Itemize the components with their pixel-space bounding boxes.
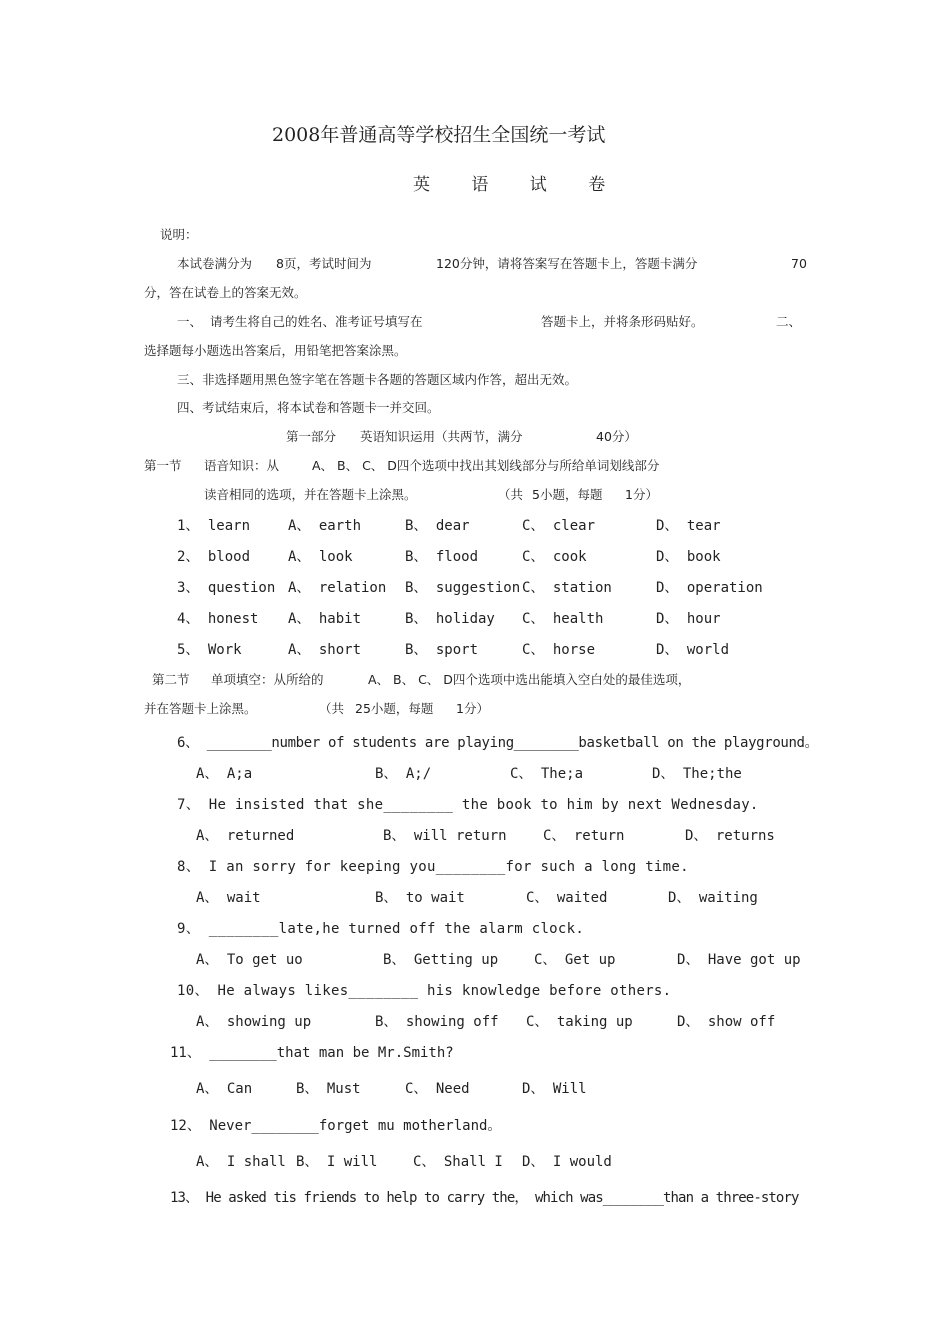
option-d: D、 book — [656, 549, 721, 565]
option-c: C、 return — [543, 828, 625, 844]
option-c: C、 Need — [405, 1081, 470, 1097]
note-line: 四、考试结束后，将本试卷和答题卡一并交回。 — [177, 400, 440, 415]
note-line: 一、 请考生将自己的姓名、准考证号填写在 — [177, 314, 423, 329]
option-a: A、 wait — [196, 890, 261, 906]
option-b: B、 showing off — [375, 1014, 499, 1030]
note-line: 1分） — [456, 701, 489, 716]
note-line: 8页，考试时间为 — [276, 256, 372, 271]
note-line: （共 — [498, 487, 524, 502]
note-line: A、 B、 C、 D四个选项中选出能填入空白处的最佳选项， — [368, 672, 691, 687]
exam-title: 2008年普通高等学校招生全国统一考试 — [272, 124, 606, 146]
option-c: C、 horse — [522, 642, 596, 658]
phonetic-word: 3、 question — [177, 580, 276, 596]
note-line: 单项填空：从所给的 — [211, 672, 324, 687]
note-line: 第一部分 — [286, 429, 337, 444]
option-a: A、 habit — [288, 611, 362, 627]
note-line: 120分钟，请将答案写在答题卡上，答题卡满分 — [436, 256, 698, 271]
note-line: A、 B、 C、 D四个选项中找出其划线部分与所给单词划线部分 — [312, 458, 660, 473]
note-line: 分，答在试卷上的答案无效。 — [144, 285, 307, 300]
phonetic-word: 5、 Work — [177, 642, 242, 658]
option-d: D、 Have got up — [677, 952, 801, 968]
option-c: C、 station — [522, 580, 612, 596]
option-b: B、 suggestion — [405, 580, 521, 596]
question-stem: 12、 Never________forget mu motherland。 — [170, 1118, 502, 1134]
note-line: 5小题，每题 — [532, 487, 603, 502]
option-a: A、 returned — [196, 828, 295, 844]
note-line: （共 — [319, 701, 345, 716]
option-c: C、 health — [522, 611, 604, 627]
option-a: A、 I shall — [196, 1154, 286, 1170]
note-line: 并在答题卡上涂黑。 — [144, 701, 257, 716]
option-c: C、 waited — [526, 890, 608, 906]
note-line: 三、非选择题用黑色签字笔在答题卡各题的答题区域内作答，超出无效。 — [177, 372, 578, 387]
note-line: 40分） — [596, 429, 637, 444]
question-stem: 11、 ________that man be Mr.Smith? — [170, 1045, 454, 1061]
option-b: B、 Getting up — [383, 952, 499, 968]
note-line: 选择题每小题选出答案后，用铅笔把答案涂黑。 — [144, 343, 407, 358]
option-d: D、 waiting — [668, 890, 758, 906]
option-b: B、 A;/ — [375, 766, 432, 782]
option-b: B、 flood — [405, 549, 479, 565]
option-a: A、 relation — [288, 580, 387, 596]
option-b: B、 sport — [405, 642, 479, 658]
phonetic-word: 1、 learn — [177, 518, 251, 534]
note-line: 1分） — [625, 487, 658, 502]
option-c: C、 Shall I — [413, 1154, 503, 1170]
option-b: B、 will return — [383, 828, 507, 844]
phonetic-word: 4、 honest — [177, 611, 259, 627]
note-line: 读音相同的选项，并在答题卡上涂黑。 — [204, 487, 417, 502]
question-stem: 10、 He always likes________ his knowledge before others. — [177, 983, 672, 999]
option-d: D、 Will — [522, 1081, 587, 1097]
option-c: C、 Get up — [534, 952, 616, 968]
option-d: D、 hour — [656, 611, 721, 627]
question-stem: 9、 ________late,he turned off the alarm clock. — [177, 921, 585, 937]
option-a: A、 Can — [196, 1081, 253, 1097]
option-a: A、 look — [288, 549, 353, 565]
option-b: B、 dear — [405, 518, 470, 534]
option-b: B、 to wait — [375, 890, 465, 906]
note-line: 本试卷满分为 — [177, 256, 253, 271]
option-d: D、 The;the — [652, 766, 742, 782]
option-c: C、 clear — [522, 518, 596, 534]
option-b: B、 I will — [296, 1154, 378, 1170]
option-a: A、 earth — [288, 518, 362, 534]
note-line: 70 — [791, 256, 807, 271]
option-b: B、 holiday — [405, 611, 495, 627]
note-line: 英语知识运用（共两节，满分 — [360, 429, 523, 444]
option-c: C、 cook — [522, 549, 587, 565]
option-d: D、 returns — [685, 828, 775, 844]
question-stem: 6、 ________number of students are playing________basketball on the playground。 — [177, 735, 819, 751]
option-c: C、 taking up — [526, 1014, 633, 1030]
option-b: B、 Must — [296, 1081, 361, 1097]
option-d: D、 I would — [522, 1154, 612, 1170]
option-a: A、 To get uo — [196, 952, 303, 968]
note-line: 语音知识：从 — [204, 458, 280, 473]
note-line: 第一节 — [144, 458, 182, 473]
option-d: D、 operation — [656, 580, 763, 596]
note-line: 25小题，每题 — [355, 701, 434, 716]
option-d: D、 tear — [656, 518, 721, 534]
note-line: 答题卡上，并将条形码贴好。 — [541, 314, 704, 329]
subject-title: 英 语 试 卷 — [413, 175, 624, 195]
option-a: A、 A;a — [196, 766, 253, 782]
option-d: D、 show off — [677, 1014, 776, 1030]
notes-label: 说明： — [160, 227, 198, 242]
option-a: A、 showing up — [196, 1014, 312, 1030]
option-c: C、 The;a — [510, 766, 584, 782]
option-a: A、 short — [288, 642, 362, 658]
question-stem: 7、 He insisted that she________ the book to him by next Wednesday. — [177, 797, 759, 813]
question-stem: 8、 I an sorry for keeping you________for such a long time. — [177, 859, 689, 875]
question-stem: 13、 He asked tis friends to help to carry the， which was________than a three-story — [170, 1190, 799, 1206]
note-line: 第二节 — [152, 672, 190, 687]
option-d: D、 world — [656, 642, 730, 658]
note-line: 二、 — [776, 314, 802, 329]
phonetic-word: 2、 blood — [177, 549, 251, 565]
